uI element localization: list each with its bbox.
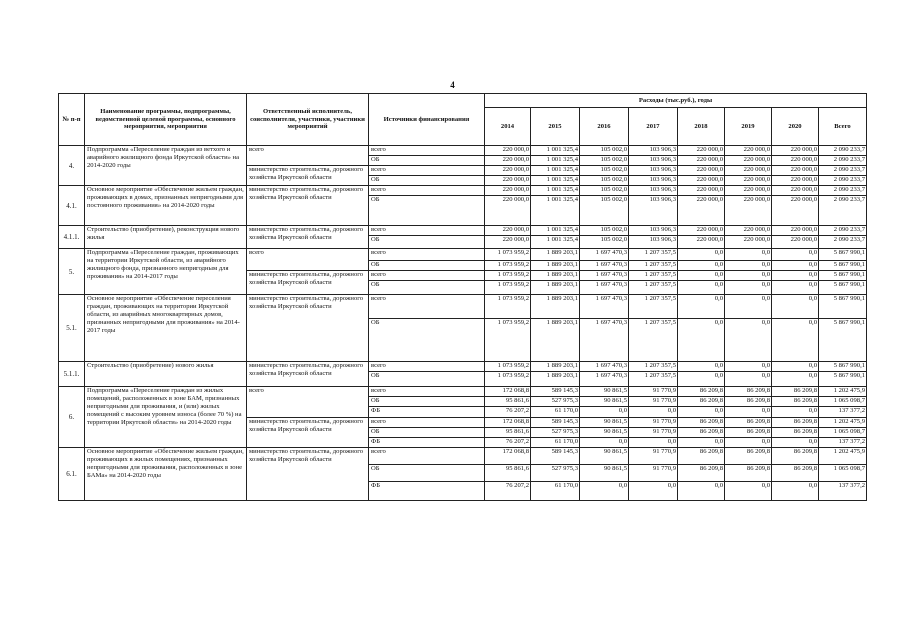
year-value: 1 207 357,5 bbox=[629, 261, 678, 271]
header-year: 2015 bbox=[531, 108, 580, 146]
year-value: 0,0 bbox=[725, 249, 772, 261]
year-value: 105 002,0 bbox=[580, 166, 629, 176]
year-value: 220 000,0 bbox=[485, 176, 531, 186]
total-value: 1 065 098,7 bbox=[819, 465, 867, 482]
year-value: 0,0 bbox=[678, 261, 725, 271]
year-value: 105 002,0 bbox=[580, 196, 629, 226]
year-value: 86 209,8 bbox=[772, 397, 819, 407]
year-value: 220 000,0 bbox=[772, 176, 819, 186]
header-year: 2020 bbox=[772, 108, 819, 146]
funding-source: всего bbox=[369, 166, 485, 176]
row-index: 5. bbox=[59, 249, 85, 295]
funding-source: всего bbox=[369, 295, 485, 319]
year-value: 1 001 325,4 bbox=[531, 186, 580, 196]
year-value: 1 073 959,2 bbox=[485, 362, 531, 372]
year-value: 61 170,0 bbox=[531, 407, 580, 418]
row-executor: министерство строительства, дорожного хозяйства Иркутской области bbox=[247, 271, 369, 295]
year-value: 86 209,8 bbox=[725, 428, 772, 438]
year-value: 0,0 bbox=[725, 362, 772, 372]
row-executor: министерство строительства, дорожного хозяйства Иркутской области bbox=[247, 295, 369, 362]
year-value: 103 906,3 bbox=[629, 146, 678, 156]
row-index: 6.1. bbox=[59, 448, 85, 501]
row-index: 5.1. bbox=[59, 295, 85, 362]
year-value: 86 209,8 bbox=[678, 418, 725, 428]
year-value: 76 207,2 bbox=[485, 438, 531, 448]
header-executor: Ответственный исполнитель, соисполнители, участники, участники мероприятий bbox=[247, 94, 369, 146]
funding-source: ОБ bbox=[369, 372, 485, 387]
row-name: Подпрограмма «Переселение граждан из жилых помещений, расположенных в зоне БАМ, признанных непригодными для проживания, и (или) жилых помещений с высоким уровнем износа (более 70 %) на территории Иркутской области» на 2014-2020 годы bbox=[85, 387, 247, 448]
year-value: 0,0 bbox=[678, 438, 725, 448]
year-value: 1 207 357,5 bbox=[629, 281, 678, 295]
year-value: 0,0 bbox=[725, 482, 772, 501]
year-value: 105 002,0 bbox=[580, 176, 629, 186]
row-executor: министерство строительства, дорожного хозяйства Иркутской области bbox=[247, 226, 369, 249]
year-value: 0,0 bbox=[629, 407, 678, 418]
funding-source: всего bbox=[369, 418, 485, 428]
year-value: 0,0 bbox=[772, 295, 819, 319]
year-value: 1 697 470,3 bbox=[580, 281, 629, 295]
total-value: 2 090 233,7 bbox=[819, 156, 867, 166]
year-value: 220 000,0 bbox=[725, 236, 772, 249]
year-value: 103 906,3 bbox=[629, 186, 678, 196]
table-row bbox=[59, 226, 867, 236]
row-name: Подпрограмма «Переселение граждан, проживающих на территории Иркутской области, из аварийного жилищного фонда, признанного непригодным для проживания» на 2014-2017 годы bbox=[85, 249, 247, 295]
funding-source: ФБ bbox=[369, 482, 485, 501]
year-value: 0,0 bbox=[580, 482, 629, 501]
year-value: 1 073 959,2 bbox=[485, 372, 531, 387]
row-index: 4.1.1. bbox=[59, 226, 85, 249]
header-year: 2018 bbox=[678, 108, 725, 146]
year-value: 61 170,0 bbox=[531, 482, 580, 501]
year-value: 0,0 bbox=[678, 249, 725, 261]
year-value: 1 207 357,5 bbox=[629, 362, 678, 372]
year-value: 86 209,8 bbox=[725, 387, 772, 397]
funding-source: ФБ bbox=[369, 438, 485, 448]
year-value: 0,0 bbox=[580, 407, 629, 418]
year-value: 90 861,5 bbox=[580, 418, 629, 428]
total-value: 5 867 990,1 bbox=[819, 295, 867, 319]
year-value: 90 861,5 bbox=[580, 397, 629, 407]
header-year: 2014 bbox=[485, 108, 531, 146]
total-value: 1 202 475,9 bbox=[819, 418, 867, 428]
year-value: 103 906,3 bbox=[629, 236, 678, 249]
total-value: 137 377,2 bbox=[819, 482, 867, 501]
year-value: 86 209,8 bbox=[725, 448, 772, 465]
total-value: 1 202 475,9 bbox=[819, 448, 867, 465]
year-value: 220 000,0 bbox=[772, 196, 819, 226]
year-value: 0,0 bbox=[772, 271, 819, 281]
year-value: 1 207 357,5 bbox=[629, 271, 678, 281]
funding-source: ОБ bbox=[369, 428, 485, 438]
year-value: 220 000,0 bbox=[725, 226, 772, 236]
year-value: 220 000,0 bbox=[678, 186, 725, 196]
header-expenses: Расходы (тыс.руб.), годы bbox=[485, 94, 867, 108]
row-executor: министерство строительства, дорожного хозяйства Иркутской области bbox=[247, 418, 369, 448]
total-value: 2 090 233,7 bbox=[819, 146, 867, 156]
year-value: 527 975,3 bbox=[531, 465, 580, 482]
year-value: 0,0 bbox=[772, 281, 819, 295]
year-value: 1 697 470,3 bbox=[580, 319, 629, 362]
year-value: 1 001 325,4 bbox=[531, 166, 580, 176]
total-value: 5 867 990,1 bbox=[819, 271, 867, 281]
year-value: 61 170,0 bbox=[531, 438, 580, 448]
total-value: 2 090 233,7 bbox=[819, 236, 867, 249]
row-executor: министерство строительства, дорожного хозяйства Иркутской области bbox=[247, 448, 369, 501]
year-value: 0,0 bbox=[772, 261, 819, 271]
year-value: 0,0 bbox=[772, 438, 819, 448]
total-value: 5 867 990,1 bbox=[819, 362, 867, 372]
row-name: Подпрограмма «Переселение граждан из ветхого и аварийного жилищного фонда Иркутской области» на 2014-2020 годы bbox=[85, 146, 247, 186]
table-body bbox=[59, 146, 867, 501]
year-value: 0,0 bbox=[725, 407, 772, 418]
row-executor: всего bbox=[247, 146, 369, 166]
year-value: 105 002,0 bbox=[580, 146, 629, 156]
total-value: 2 090 233,7 bbox=[819, 226, 867, 236]
year-value: 172 068,8 bbox=[485, 387, 531, 397]
year-value: 0,0 bbox=[629, 482, 678, 501]
year-value: 86 209,8 bbox=[772, 465, 819, 482]
year-value: 1 697 470,3 bbox=[580, 372, 629, 387]
year-value: 1 697 470,3 bbox=[580, 271, 629, 281]
year-value: 220 000,0 bbox=[678, 156, 725, 166]
year-value: 105 002,0 bbox=[580, 186, 629, 196]
row-name: Основное мероприятие «Обеспечение переселения граждан, проживающих на территории Иркутской области, из аварийных многоквартирных домов, признанных непригодными для проживания» на 2014-2017 годы bbox=[85, 295, 247, 362]
year-value: 220 000,0 bbox=[678, 236, 725, 249]
row-executor: министерство строительства, дорожного хозяйства Иркутской области bbox=[247, 186, 369, 226]
year-value: 95 861,6 bbox=[485, 397, 531, 407]
year-value: 86 209,8 bbox=[772, 418, 819, 428]
funding-source: ОБ bbox=[369, 176, 485, 186]
year-value: 220 000,0 bbox=[772, 166, 819, 176]
header-year: 2017 bbox=[629, 108, 678, 146]
funding-source: ОБ bbox=[369, 196, 485, 226]
funding-source: ОБ bbox=[369, 397, 485, 407]
year-value: 95 861,6 bbox=[485, 465, 531, 482]
total-value: 5 867 990,1 bbox=[819, 249, 867, 261]
year-value: 527 975,3 bbox=[531, 397, 580, 407]
year-value: 90 861,5 bbox=[580, 387, 629, 397]
year-value: 220 000,0 bbox=[725, 156, 772, 166]
year-value: 0,0 bbox=[580, 438, 629, 448]
row-name: Основное мероприятие «Обеспечение жильем граждан, проживающих в жилых помещениях, признанных непригодными для проживания, расположенных в зоне БАМа» на 2014-2020 годы bbox=[85, 448, 247, 501]
year-value: 220 000,0 bbox=[772, 146, 819, 156]
row-index: 5.1.1. bbox=[59, 362, 85, 387]
year-value: 1 207 357,5 bbox=[629, 319, 678, 362]
year-value: 1 001 325,4 bbox=[531, 176, 580, 186]
year-value: 1 073 959,2 bbox=[485, 271, 531, 281]
table-header bbox=[59, 94, 867, 146]
total-value: 137 377,2 bbox=[819, 407, 867, 418]
year-value: 0,0 bbox=[772, 362, 819, 372]
year-value: 90 861,5 bbox=[580, 428, 629, 438]
funding-source: всего bbox=[369, 448, 485, 465]
year-value: 1 889 203,1 bbox=[531, 362, 580, 372]
row-executor: министерство строительства, дорожного хозяйства Иркутской области bbox=[247, 362, 369, 387]
total-value: 137 377,2 bbox=[819, 438, 867, 448]
year-value: 105 002,0 bbox=[580, 226, 629, 236]
year-value: 1 207 357,5 bbox=[629, 295, 678, 319]
year-value: 220 000,0 bbox=[772, 226, 819, 236]
funding-source: всего bbox=[369, 271, 485, 281]
year-value: 220 000,0 bbox=[485, 186, 531, 196]
year-value: 91 770,9 bbox=[629, 387, 678, 397]
total-value: 5 867 990,1 bbox=[819, 372, 867, 387]
year-value: 1 073 959,2 bbox=[485, 295, 531, 319]
header-year: 2016 bbox=[580, 108, 629, 146]
year-value: 527 975,3 bbox=[531, 428, 580, 438]
year-value: 1 001 325,4 bbox=[531, 146, 580, 156]
year-value: 86 209,8 bbox=[678, 387, 725, 397]
year-value: 0,0 bbox=[678, 407, 725, 418]
year-value: 1 001 325,4 bbox=[531, 156, 580, 166]
funding-source: всего bbox=[369, 226, 485, 236]
total-value: 1 065 098,7 bbox=[819, 428, 867, 438]
funding-source: ОБ bbox=[369, 156, 485, 166]
header-year: 2019 bbox=[725, 108, 772, 146]
funding-source: ОБ bbox=[369, 319, 485, 362]
header-total: Всего bbox=[819, 108, 867, 146]
year-value: 220 000,0 bbox=[485, 166, 531, 176]
year-value: 220 000,0 bbox=[725, 146, 772, 156]
row-executor: всего bbox=[247, 387, 369, 418]
year-value: 91 770,9 bbox=[629, 418, 678, 428]
total-value: 5 867 990,1 bbox=[819, 261, 867, 271]
year-value: 220 000,0 bbox=[678, 196, 725, 226]
page-number: 4 bbox=[450, 80, 455, 90]
year-value: 91 770,9 bbox=[629, 428, 678, 438]
table-row bbox=[59, 249, 867, 261]
year-value: 86 209,8 bbox=[678, 448, 725, 465]
funding-source: всего bbox=[369, 186, 485, 196]
funding-source: ОБ bbox=[369, 236, 485, 249]
budget-table bbox=[58, 93, 867, 501]
year-value: 1 889 203,1 bbox=[531, 295, 580, 319]
year-value: 1 889 203,1 bbox=[531, 319, 580, 362]
row-name: Основное мероприятие «Обеспечение жильем граждан, проживающих в домах, признанных непригодными для постоянного проживания» на 2014-2020 годы bbox=[85, 186, 247, 226]
row-name: Строительство (приобретение), реконструкция нового жилья bbox=[85, 226, 247, 249]
year-value: 220 000,0 bbox=[772, 156, 819, 166]
year-value: 0,0 bbox=[772, 372, 819, 387]
funding-source: ОБ bbox=[369, 465, 485, 482]
year-value: 86 209,8 bbox=[678, 397, 725, 407]
year-value: 589 145,3 bbox=[531, 418, 580, 428]
year-value: 0,0 bbox=[772, 407, 819, 418]
year-value: 105 002,0 bbox=[580, 236, 629, 249]
total-value: 2 090 233,7 bbox=[819, 196, 867, 226]
year-value: 220 000,0 bbox=[485, 236, 531, 249]
year-value: 172 068,8 bbox=[485, 418, 531, 428]
year-value: 589 145,3 bbox=[531, 448, 580, 465]
year-value: 1 001 325,4 bbox=[531, 236, 580, 249]
year-value: 1 889 203,1 bbox=[531, 249, 580, 261]
year-value: 1 073 959,2 bbox=[485, 249, 531, 261]
year-value: 0,0 bbox=[772, 249, 819, 261]
year-value: 1 207 357,5 bbox=[629, 249, 678, 261]
year-value: 1 889 203,1 bbox=[531, 281, 580, 295]
year-value: 1 001 325,4 bbox=[531, 196, 580, 226]
year-value: 1 697 470,3 bbox=[580, 362, 629, 372]
funding-source: всего bbox=[369, 146, 485, 156]
table-row bbox=[59, 146, 867, 156]
funding-source: ОБ bbox=[369, 261, 485, 271]
year-value: 86 209,8 bbox=[772, 428, 819, 438]
year-value: 0,0 bbox=[629, 438, 678, 448]
total-value: 5 867 990,1 bbox=[819, 281, 867, 295]
total-value: 1 065 098,7 bbox=[819, 397, 867, 407]
year-value: 0,0 bbox=[725, 372, 772, 387]
table-row bbox=[59, 448, 867, 465]
year-value: 90 861,5 bbox=[580, 465, 629, 482]
year-value: 0,0 bbox=[725, 438, 772, 448]
year-value: 220 000,0 bbox=[678, 166, 725, 176]
year-value: 220 000,0 bbox=[772, 236, 819, 249]
row-index: 4.1. bbox=[59, 186, 85, 226]
funding-source: всего bbox=[369, 387, 485, 397]
header-num: № п-п bbox=[59, 94, 85, 146]
year-value: 86 209,8 bbox=[725, 418, 772, 428]
year-value: 172 068,8 bbox=[485, 448, 531, 465]
year-value: 0,0 bbox=[725, 319, 772, 362]
year-value: 86 209,8 bbox=[678, 428, 725, 438]
year-value: 86 209,8 bbox=[725, 397, 772, 407]
total-value: 5 867 990,1 bbox=[819, 319, 867, 362]
year-value: 220 000,0 bbox=[678, 226, 725, 236]
funding-source: всего bbox=[369, 249, 485, 261]
year-value: 0,0 bbox=[678, 482, 725, 501]
year-value: 86 209,8 bbox=[772, 448, 819, 465]
year-value: 1 073 959,2 bbox=[485, 319, 531, 362]
header-source: Источники финансирования bbox=[369, 94, 485, 146]
year-value: 1 073 959,2 bbox=[485, 261, 531, 271]
year-value: 220 000,0 bbox=[725, 176, 772, 186]
year-value: 1 697 470,3 bbox=[580, 249, 629, 261]
year-value: 1 073 959,2 bbox=[485, 281, 531, 295]
year-value: 1 697 470,3 bbox=[580, 295, 629, 319]
year-value: 220 000,0 bbox=[485, 156, 531, 166]
funding-source: ФБ bbox=[369, 407, 485, 418]
row-name: Строительство (приобретение) нового жилья bbox=[85, 362, 247, 387]
year-value: 0,0 bbox=[772, 319, 819, 362]
year-value: 1 889 203,1 bbox=[531, 261, 580, 271]
year-value: 1 001 325,4 bbox=[531, 226, 580, 236]
year-value: 0,0 bbox=[678, 319, 725, 362]
year-value: 86 209,8 bbox=[772, 387, 819, 397]
year-value: 0,0 bbox=[678, 372, 725, 387]
year-value: 1 889 203,1 bbox=[531, 372, 580, 387]
year-value: 0,0 bbox=[725, 261, 772, 271]
total-value: 2 090 233,7 bbox=[819, 186, 867, 196]
year-value: 1 697 470,3 bbox=[580, 261, 629, 271]
total-value: 1 202 475,9 bbox=[819, 387, 867, 397]
year-value: 220 000,0 bbox=[725, 166, 772, 176]
year-value: 220 000,0 bbox=[485, 226, 531, 236]
year-value: 0,0 bbox=[725, 295, 772, 319]
year-value: 0,0 bbox=[678, 295, 725, 319]
year-value: 1 207 357,5 bbox=[629, 372, 678, 387]
year-value: 103 906,3 bbox=[629, 166, 678, 176]
year-value: 220 000,0 bbox=[725, 186, 772, 196]
row-executor: всего bbox=[247, 249, 369, 271]
year-value: 86 209,8 bbox=[725, 465, 772, 482]
table-row bbox=[59, 362, 867, 372]
total-value: 2 090 233,7 bbox=[819, 166, 867, 176]
year-value: 76 207,2 bbox=[485, 407, 531, 418]
table-row bbox=[59, 387, 867, 397]
row-executor: министерство строительства, дорожного хозяйства Иркутской области bbox=[247, 166, 369, 186]
year-value: 220 000,0 bbox=[678, 176, 725, 186]
funding-source: ОБ bbox=[369, 281, 485, 295]
year-value: 90 861,5 bbox=[580, 448, 629, 465]
year-value: 86 209,8 bbox=[678, 465, 725, 482]
year-value: 103 906,3 bbox=[629, 226, 678, 236]
year-value: 0,0 bbox=[772, 482, 819, 501]
year-value: 105 002,0 bbox=[580, 156, 629, 166]
year-value: 0,0 bbox=[678, 271, 725, 281]
row-index: 4. bbox=[59, 146, 85, 186]
year-value: 220 000,0 bbox=[485, 196, 531, 226]
year-value: 103 906,3 bbox=[629, 196, 678, 226]
header-name: Наименование программы, подпрограммы, ведомственной целевой программы, основного мероприятия, мероприятия bbox=[85, 94, 247, 146]
year-value: 103 906,3 bbox=[629, 176, 678, 186]
funding-source: всего bbox=[369, 362, 485, 372]
year-value: 95 861,6 bbox=[485, 428, 531, 438]
year-value: 220 000,0 bbox=[725, 196, 772, 226]
year-value: 0,0 bbox=[678, 362, 725, 372]
year-value: 0,0 bbox=[725, 281, 772, 295]
year-value: 589 145,3 bbox=[531, 387, 580, 397]
year-value: 220 000,0 bbox=[678, 146, 725, 156]
year-value: 91 770,9 bbox=[629, 465, 678, 482]
year-value: 76 207,2 bbox=[485, 482, 531, 501]
year-value: 91 770,9 bbox=[629, 448, 678, 465]
table-row bbox=[59, 295, 867, 319]
year-value: 0,0 bbox=[678, 281, 725, 295]
year-value: 91 770,9 bbox=[629, 397, 678, 407]
total-value: 2 090 233,7 bbox=[819, 176, 867, 186]
year-value: 0,0 bbox=[725, 271, 772, 281]
year-value: 220 000,0 bbox=[772, 186, 819, 196]
year-value: 220 000,0 bbox=[485, 146, 531, 156]
table-row bbox=[59, 186, 867, 196]
row-index: 6. bbox=[59, 387, 85, 448]
year-value: 1 889 203,1 bbox=[531, 271, 580, 281]
year-value: 103 906,3 bbox=[629, 156, 678, 166]
